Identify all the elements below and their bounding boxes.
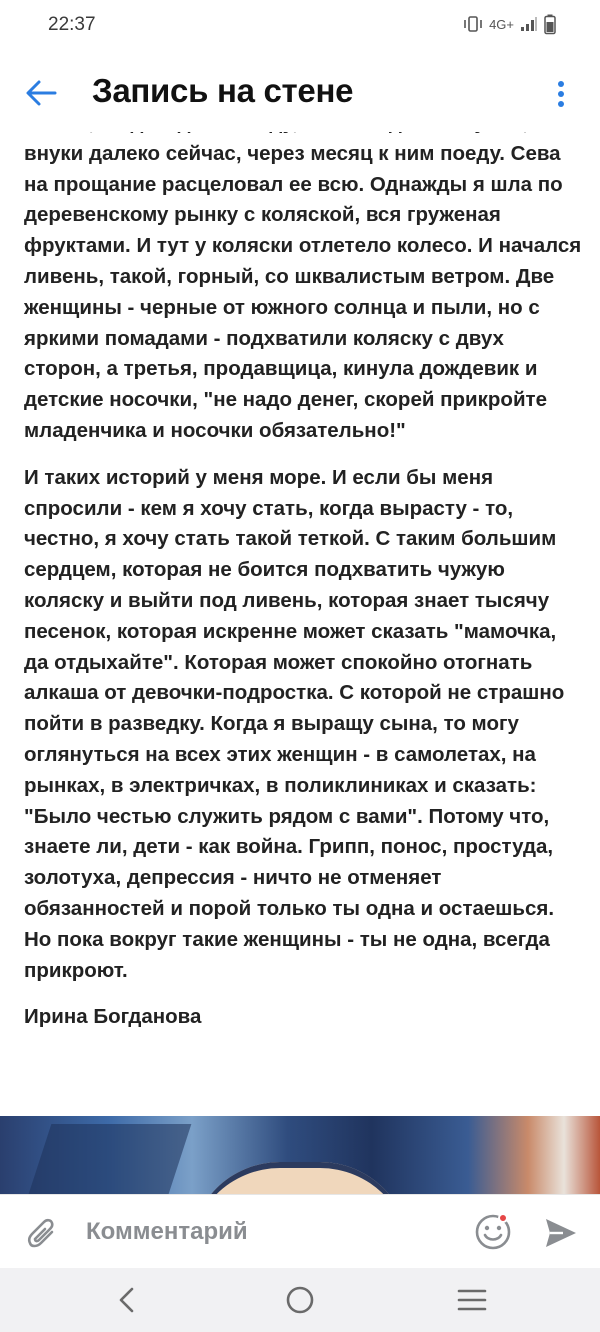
- post-paragraph: И таких историй у меня море. И если бы меня спросили - кем я хочу стать, когда вырасту - то, честно, я хочу стать такой теткой. С таким большим сердцем, которая не боится подхватить чужую коляску и выйти под ливень, которая знает тысячу песенок, которая искренне может сказать "мамочка, да отдыхайте". Которая может спокойно отогнать алкаша от девочки-подростка. С которой не страшно пойти в разведку. Когда я выращу сына, то могу оглянуться на всех этих женщин - в самолетах, на рынках, в электричках, в поликлиниках и сказать: "Было честью служить рядом с вами". Потому что, знаете ли, дети - как война. Грипп, понос, простуда, золотуха, депрессия - ничто не отменяет обязанностей и порой только ты одна и остаешься. Но пока вокруг такие женщины - ты не одна, всегда прикроют.: [24, 465, 565, 982]
- arrow-left-icon: [25, 79, 57, 107]
- back-nav-icon: [117, 1287, 135, 1313]
- more-options-button[interactable]: [546, 74, 576, 114]
- image-detail: [29, 1124, 192, 1194]
- nav-home-button[interactable]: [270, 1280, 330, 1320]
- back-button[interactable]: [20, 72, 62, 114]
- comment-bar: [0, 1194, 600, 1268]
- post-image[interactable]: [0, 1116, 600, 1194]
- nav-back-button[interactable]: [96, 1280, 156, 1320]
- home-nav-icon: [285, 1285, 315, 1315]
- status-time: 22:37: [48, 14, 96, 35]
- system-nav-bar: [0, 1268, 600, 1332]
- post-content[interactable]: [0, 132, 600, 1194]
- emoji-button[interactable]: [470, 1209, 516, 1255]
- signal-icon: [520, 16, 538, 32]
- comment-input[interactable]: [86, 1209, 456, 1255]
- status-icons: [463, 14, 556, 34]
- paperclip-icon: [26, 1216, 60, 1250]
- app-header: [0, 50, 600, 132]
- post-paragraph: внуки далеко сейчас, через месяц к ним поеду. Сева на прощание расцеловал ее всю. Однажды я шла по деревенскому рынку с коляской, вся груженая фруктами. И тут у коляски отлетело колесо. И начался ливень, такой, горный, со шквалистым ветром. Две женщины - черные от южного солнца и пыли, но с яркими помадами - подхватили коляску с двух сторон, а третья, продавщица, кинула дождевик и детские носочки, "не надо денег, скорей прикройте младенчика и носочки обязательно!": [24, 141, 582, 442]
- status-bar: [0, 0, 600, 50]
- network-type: 4G+: [489, 16, 514, 32]
- page-title: Запись на стене: [92, 72, 354, 109]
- battery-icon: [544, 14, 556, 34]
- attach-button[interactable]: [22, 1212, 64, 1254]
- notification-dot: [498, 1213, 508, 1223]
- post-author: Ирина Богданова: [24, 1005, 202, 1029]
- send-button[interactable]: [538, 1210, 584, 1256]
- nav-recents-button[interactable]: [442, 1280, 502, 1320]
- send-icon: [543, 1216, 579, 1250]
- recents-nav-icon: [457, 1288, 487, 1312]
- post-text: [24, 108, 584, 1049]
- vibrate-icon: [463, 16, 483, 32]
- vertical-dots-icon: [557, 80, 565, 108]
